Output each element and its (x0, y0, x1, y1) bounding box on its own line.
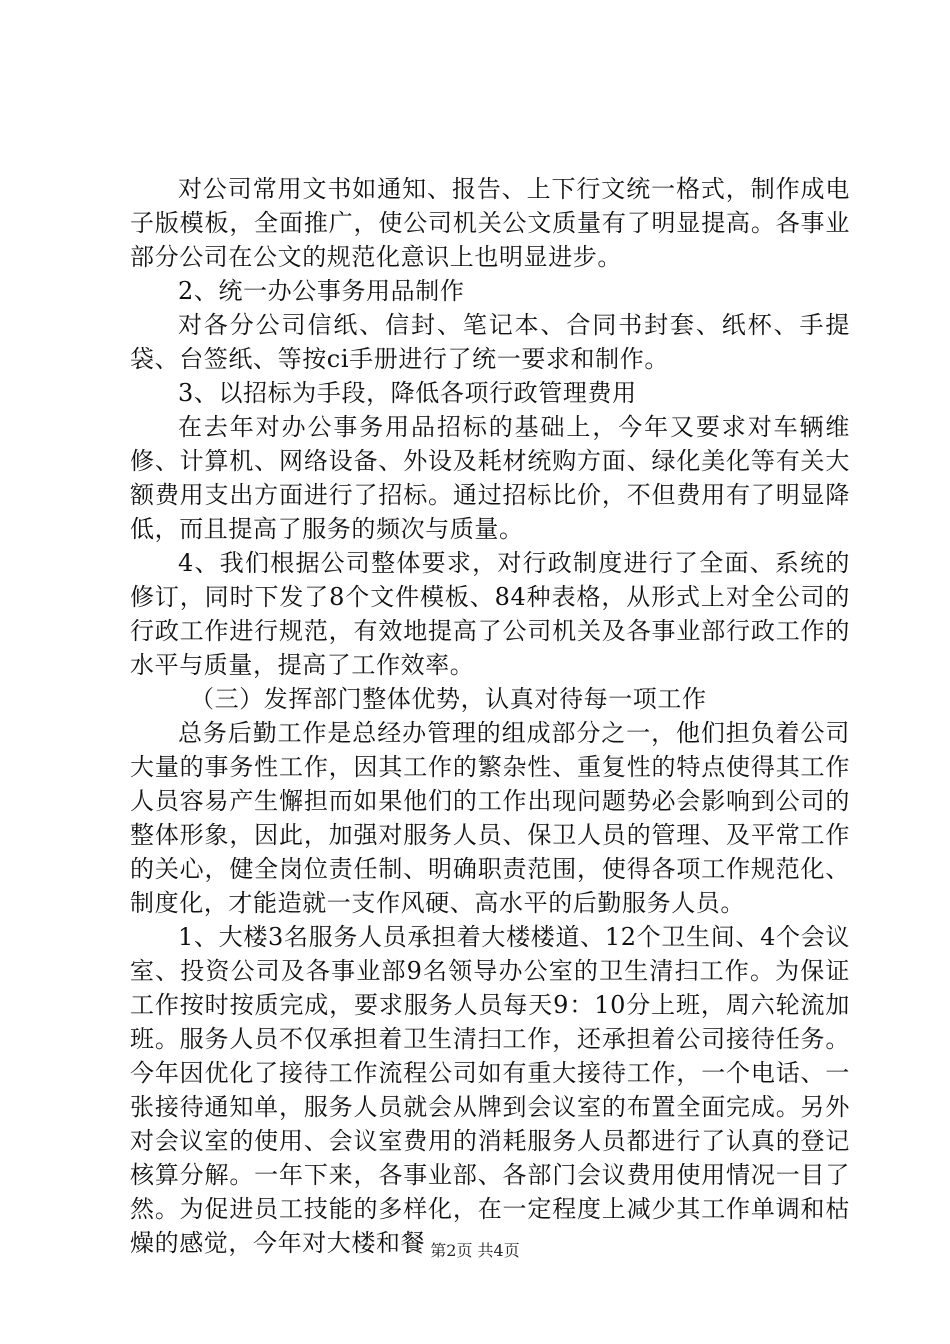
paragraph-bidding: 在去年对办公事务用品招标的基础上，今年又要求对车辆维修、计算机、网络设备、外设及耗材统购方面、绿化美化等有关大额费用支出方面进行了招标。通过招标比价，不但费用有了明显降低，而且提高了服务的频次与质量。 (130, 413, 850, 543)
paragraph-document-templates: 对公司常用文书如通知、报告、上下行文统一格式，制作成电子版模板，全面推广，使公司机关公文质量有了明显提高。各事业部分公司在公文的规范化意识上也明显进步。 (130, 175, 850, 271)
paragraph-supplies-production: 对各分公司信纸、信封、笔记本、合同书封套、纸杯、手提袋、台签纸、等按ci手册进行了统一要求和制作。 (130, 311, 850, 373)
paragraph-service-staff: 1、大楼3名服务人员承担着大楼楼道、12个卫生间、4个会议室、投资公司及各事业部9名领导办公室的卫生清扫工作。为保证工作按时按质完成，要求服务人员每天9：10分上班，周六轮流加班。服务人员不仅承担着卫生清扫工作，还承担着公司接待任务。今年因优化了接待工作流程公司如有重大接待工作，一个电话、一张接待通知单，服务人员就会从牌到会议室的布置全面完成。另外对会议室的使用、会议室费用的消耗服务人员都进行了认真的登记核算分解。一年下来，各事业部、各部门会议费用使用情况一目了然。为促进员工技能的多样化，在一定程度上减少其工作单调和枯燥的感觉，今年对大楼和餐 (130, 923, 850, 1257)
heading-bidding: 3、以招标为手段，降低各项行政管理费用 (178, 379, 637, 407)
document-body (130, 172, 850, 1260)
heading-unified-supplies: 2、统一办公事务用品制作 (178, 277, 465, 305)
page-footer: 第2页 共4页 (430, 1241, 520, 1260)
paragraph-admin-system-revision: 4、我们根据公司整体要求，对行政制度进行了全面、系统的修订，同时下发了8个文件模板、84种表格，从形式上对全公司的行政工作进行规范，有效地提高了公司机关及各事业部行政工作的水平与质量，提高了工作效率。 (130, 549, 850, 679)
paragraph-logistics-work: 总务后勤工作是总经办管理的组成部分之一，他们担负着公司大量的事务性工作，因其工作的繁杂性、重复性的特点使得其工作人员容易产生懈担而如果他们的工作出现问题势必会影响到公司的整体形象，因此，加强对服务人员、保卫人员的管理、及平常工作的关心，健全岗位责任制、明确职责范围，使得各项工作规范化、制度化，才能造就一支作风硬、高水平的后勤服务人员。 (130, 719, 850, 917)
heading-section-three: （三）发挥部门整体优势，认真对待每一项工作 (190, 685, 707, 713)
